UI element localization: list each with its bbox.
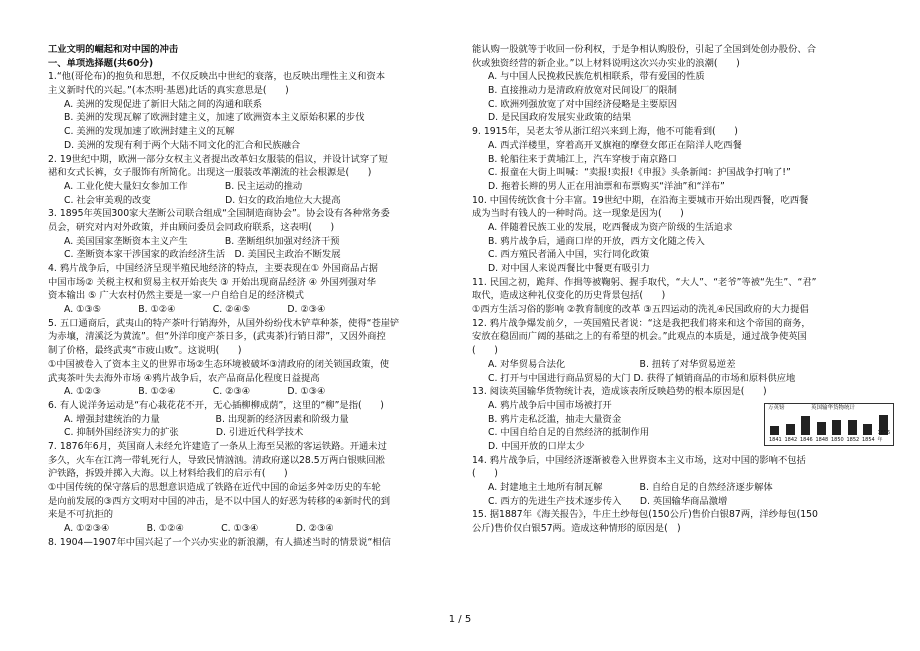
right-line: 成为当时有钱人的一种时尚。这一现象是因为( ) — [472, 208, 684, 220]
chart-tick-label: 1842 — [784, 437, 798, 443]
right-line: D. 是民国政府发展实业政策的结果 — [488, 112, 632, 124]
left-line: C. 垄断资本家干涉国家的政治经济生活 D. 美国民主政治不断发展 — [64, 249, 341, 261]
chart-tick-label: 1846 — [800, 437, 813, 443]
left-line: 武夷茶叶失去海外市场 ④鸦片战争后，农产品商品化程度日益提高 — [48, 372, 320, 384]
right-line: 9. 1915年，吴老太爷从浙江绍兴来到上海，他不可能看到( ) — [472, 126, 738, 138]
right-line: B. 鸦片走私泛滥，抽走大量资金 — [488, 413, 622, 425]
trade-bar-chart — [764, 403, 894, 446]
right-line: D. 拖着长辫的男人正在用油票和布票购买“洋油”和“洋布” — [488, 180, 725, 192]
right-line: A. 对华贸易合法化 B. 扭转了对华贸易逆差 — [488, 358, 736, 370]
right-line: B. 直接推动力是清政府放宽对民间设厂的限制 — [488, 85, 677, 97]
right-line: C. 报童在大街上叫喊：“卖报!卖报!《申报》头条新闻：护国战争打响了!” — [488, 167, 791, 179]
chart-bar — [786, 424, 795, 435]
left-line: C. 抑制外国经济实力的扩张 D. 引进近代科学技术 — [64, 427, 304, 439]
chart-bar — [832, 420, 841, 435]
left-line: 来是不可抗拒的 — [48, 509, 114, 521]
chart-bar — [801, 416, 810, 435]
right-line: 11. 民国之初，跪拜、作揖等被鞠躬、握手取代，“大人”、“老爷”等被“先生”、“君” — [472, 276, 817, 288]
right-line: 安放在稳固而广阔的基础之上的有希望的机会。”此观点的本质是，通过战争使英国 — [472, 331, 807, 343]
left-column — [48, 43, 450, 549]
left-line: A. ①③⑤ B. ①②④ C. ②④⑤ D. ②③④ — [64, 304, 326, 316]
right-line: A. 西式洋楼里，穿着高开叉旗袍的摩登女郎正在陪洋人吃西餐 — [488, 139, 742, 151]
right-line: C. 打开与中国进行商品贸易的大门 D. 获得了倾销商品的市场和原料供应地 — [488, 372, 796, 384]
left-line: B. 美洲的发现瓦解了欧洲封建主义，加速了欧洲资本主义原始积累的步伐 — [64, 112, 365, 124]
right-line: 公斤)售价仅白银57两。造成这种情形的原因是( ) — [472, 523, 681, 535]
left-line: 1.“他(哥伦布)的抱负和思想，不仅反映出中世纪的衰落，也反映出理性主义和资本 — [48, 71, 386, 83]
left-line: A. 增强封建统治的力量 B. 出现新的经济因素和阶级力量 — [64, 413, 349, 425]
chart-tick-label: 1841 — [769, 437, 782, 443]
left-line: A. ①②③ B. ①②④ C. ②③④ D. ①③④ — [64, 386, 326, 398]
left-line: 2. 19世纪中期，欧洲一部分女权主义者提出改革妇女服装的倡议，并设计试穿了短 — [48, 153, 388, 165]
chart-bar — [770, 426, 779, 435]
right-line: 14. 鸦片战争后，中国经济逐渐被卷入世界资本主义市场，这对中国的影响不包括 — [472, 454, 806, 466]
left-line: A. ①②③④ B. ①②④ C. ①③④ D. ②③④ — [64, 523, 334, 535]
right-line: A. 伴随着民族工业的发展，吃西餐成为资产阶级的生活追求 — [488, 221, 733, 233]
left-line: A. 美国国家垄断资本主义产生 B. 垄断组织加强对经济干预 — [64, 235, 340, 247]
left-line: C. 美洲的发现加速了欧洲封建主义的瓦解 — [64, 126, 235, 138]
right-line: C. 西方殖民者涌入中国，实行同化政策 — [488, 249, 650, 261]
chart-tick-label: 1848 — [815, 437, 829, 443]
right-column — [472, 43, 872, 536]
right-line: 10. 中国传统饮食十分丰富。19世纪中期，在沿海主要城市开始出现西餐，吃西餐 — [472, 194, 809, 206]
right-question-lines — [472, 43, 872, 536]
right-line: 伙或独资经营的新企业。”以上材料说明这次兴办实业的浪潮( ) — [472, 57, 740, 69]
right-line: 取代，造成这种礼仪变化的历史背景包括( ) — [472, 290, 666, 302]
right-line: A. 与中国人民挽救民族危机相联系，带有爱国的性质 — [488, 71, 705, 83]
right-line: 能认购一股就等于收回一份利权，于是争相认购股份，引起了全国到处创办股份、合 — [472, 44, 816, 55]
left-line: 中国市场② 关税主权和贸易主权开始丧失 ③ 开始出现商品经济 ④ 外国列强对华 — [48, 276, 376, 288]
left-line: 制了价格，最终武夷“市疲山败”。这说明( ) — [48, 345, 242, 357]
right-line: A. 鸦片战争后中国市场被打开 — [488, 399, 612, 411]
left-line: ①中国传统的保守落后的思想意识造成了铁路在近代中国的命运多舛②历史的车轮 — [48, 482, 381, 493]
right-line: 15. 据1887年《海关报告》，牛庄土纱每包(150公斤)售价白银87两，洋纱每包(150 — [472, 509, 818, 521]
right-line: ①西方生活习俗的影响 ②教育制度的改革 ③五四运动的洗礼④民国政府的大力提倡 — [472, 304, 809, 316]
left-line: 6. 有人说洋务运动是“有心栽花花不开，无心插柳柳成荫”，这里的“柳”是指( ) — [48, 399, 384, 411]
left-line: A. 美洲的发现促进了新旧大陆之间的沟通和联系 — [64, 98, 263, 110]
page-number: 1 / 5 — [448, 614, 472, 625]
left-line: ①中国被卷入了资本主义的世界市场②生态环境被破坏③清政府的闭关锁国政策，使 — [48, 358, 390, 370]
left-line: 7. 1876年6月，英国商人未经允许建造了一条从上海至吴淞的客运铁路。开通未过 — [48, 440, 387, 452]
chart-bar — [817, 422, 826, 435]
right-line: ( ) — [472, 468, 498, 480]
right-line: A. 封建地主土地所有制瓦解 B. 自给自足的自然经济逐步解体 — [488, 482, 773, 493]
right-line: C. 中国自给自足的自然经济的抵制作用 — [488, 427, 650, 439]
chart-bar — [848, 420, 857, 435]
right-line: 13. 阅读英国输华货物统计表，造成该表所反映趋势的根本原因是( ) — [472, 386, 767, 398]
left-line: 员会，研究对内对外政策，并由顾问委员会同政府联系，这表明( ) — [48, 221, 335, 233]
right-line: C. 西方的先进生产技术逐步传入 D. 英国输华商品激增 — [488, 495, 728, 507]
chart-title: 英国输华货物统计 — [811, 405, 856, 411]
left-line: 沪铁路，拆毁并掷入大海。以上材料给我们的启示有( ) — [48, 468, 288, 480]
right-line: 12. 鸦片战争爆发前夕，一英国殖民者说：“这是我把我们将来和这个帝国的商务， — [472, 317, 811, 329]
right-line: C. 欧洲列强放宽了对中国经济侵略是主要原因 — [488, 98, 678, 110]
left-line: 为赤壤，清溪泛为黄流”。但“外洋印度产茶日多，(武夷茶)行销日滞”，又因外商控 — [48, 331, 386, 343]
left-line: 裙和女式长裤，女子服饰有所简化。出现这一服装改革潮流的社会根源是( ) — [48, 167, 372, 179]
doc-title: 工业文明的崛起和对中国的冲击 — [48, 44, 179, 55]
left-line: 多久，火车在江湾一带轧死行人，导致民情汹汹。清政府遂以28.5万两白银赎回淞 — [48, 454, 385, 466]
left-line: 3. 1895年英国300家大垄断公司联合组成“全国制造商协会”。协会设有各种常务委 — [48, 208, 390, 220]
left-line: 主义新时代的兴起。”(本杰明·基恩)此话的真实意思是( ) — [48, 85, 289, 97]
left-line: A. 工业化使大量妇女参加工作 B. 民主运动的推动 — [64, 180, 303, 192]
chart-tick-label: 1856年 — [877, 430, 891, 443]
left-line: 5. 五口通商后，武夷山的特产茶叶行销海外，从国外纷纷伐木铲草种茶，使得“苍崖铲 — [48, 317, 400, 329]
left-line: 资本输出 ⑤ 广大农村仍然主要是一家一户自给自足的经济模式 — [48, 290, 304, 302]
left-line: 是向前发展的③西方文明对中国的冲击，是不以中国人的好恶为转移的④新时代的到 — [48, 495, 391, 507]
right-line: D. 对中国人来说西餐比中餐更有吸引力 — [488, 263, 650, 274]
left-line: 4. 鸦片战争后，中国经济呈现半殖民地经济的特点，主要表现在① 外国商品占据 — [48, 263, 378, 274]
left-line: D. 美洲的发现有利于两个大陆不同文化的汇合和民族融合 — [64, 139, 301, 151]
right-line: B. 轮船往来于黄埔江上，汽车穿梭于南京路口 — [488, 153, 677, 165]
chart-tick-label: 1850 — [831, 437, 844, 443]
section-heading: 一、单项选择题(共60分) — [48, 57, 154, 69]
right-line: B. 鸦片战争后，通商口岸的开放，西方文化随之传入 — [488, 235, 705, 247]
chart-tick-label: 1852 — [846, 437, 860, 443]
right-line: D. 中国开放的口岸太少 — [488, 440, 585, 452]
chart-ylabel: 万英镑 — [768, 405, 785, 411]
left-line: 8. 1904—1907年中国兴起了一个兴办实业的新浪潮，有人描述当时的情景说“相信 — [48, 536, 391, 548]
left-question-lines — [48, 70, 450, 549]
chart-bar — [863, 424, 872, 435]
right-line: ( ) — [472, 345, 498, 357]
left-line: C. 社会审美观的改变 D. 妇女的政治地位大大提高 — [64, 194, 341, 206]
chart-tick-label: 1854 — [862, 437, 875, 443]
